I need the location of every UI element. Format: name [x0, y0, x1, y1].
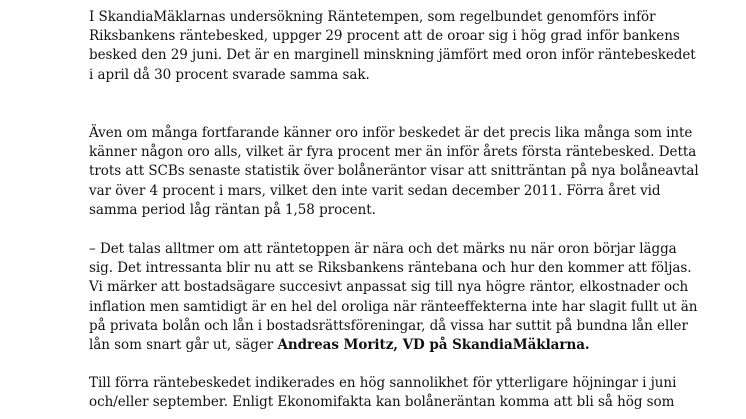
text-line: samma period låg räntan på 1,58 procent.	[89, 201, 376, 218]
text-line: besked den 29 juni. Det är en marginell minskning jämfört med oron inför räntebeskedet	[89, 47, 696, 64]
text-line: Även om många fortfarande känner oro inför beskedet är det precis lika många som inte	[89, 125, 693, 141]
paragraph-survey-results	[89, 8, 696, 85]
text-line: inflation men samtidigt är en hel del oroliga när ränteeffekterna inte har slagit fullt ut än	[89, 298, 698, 315]
text-line: och/eller september. Enligt Ekonomifakta kan bolåneräntan komma att bli så hög som	[89, 394, 675, 411]
speaker-name: Andreas Moritz, VD på SkandiaMäklarna.	[277, 337, 590, 354]
text-line-attribution	[89, 336, 689, 355]
text-line: på privata bolån och lån i bostadsrättsföreningar, då vissa har suttit på bundna lån eller	[89, 317, 688, 334]
paragraph-quote	[89, 240, 698, 355]
text-line: i april då 30 procent svarade samma sak.	[89, 66, 370, 83]
text-line: känner någon oro alls, vilket är fyra procent mer än inför årets första räntebesked. Detta	[89, 144, 697, 161]
text-line: var över 4 procent i mars, vilket den inte varit sedan december 2011. Förra året vid	[89, 182, 661, 199]
paragraph-interest-statistics	[89, 124, 699, 220]
text-line: Riksbankens räntebesked, uppger 29 procent att de oroar sig i hög grad inför bankens	[89, 28, 680, 45]
text-line: – Det talas alltmer om att räntetoppen är nära och det märks nu när oron börjar lägga	[89, 241, 677, 257]
attribution-prefix: lån som snart går ut, säger	[89, 337, 278, 354]
text-line: Till förra räntebeskedet indikerades en hög sannolikhet för ytterligare höjningar i juni	[89, 375, 677, 391]
text-line: trots att SCBs senaste statistik över bolåneräntor visar att snitträntan på nya bolåneavtal	[89, 163, 699, 180]
text-line: I SkandiaMäklarnas undersökning Räntetempen, som regelbundet genomförs inför	[89, 9, 656, 25]
text-line: sig. Det intressanta blir nu att se Riksbankens räntebana och hur den kommer att följas.	[89, 260, 692, 277]
paragraph-forecast	[89, 374, 689, 412]
text-line: Vi märker att bostadsägare succesivt anpassat sig till nya högre räntor, elkostnader och	[89, 279, 689, 296]
